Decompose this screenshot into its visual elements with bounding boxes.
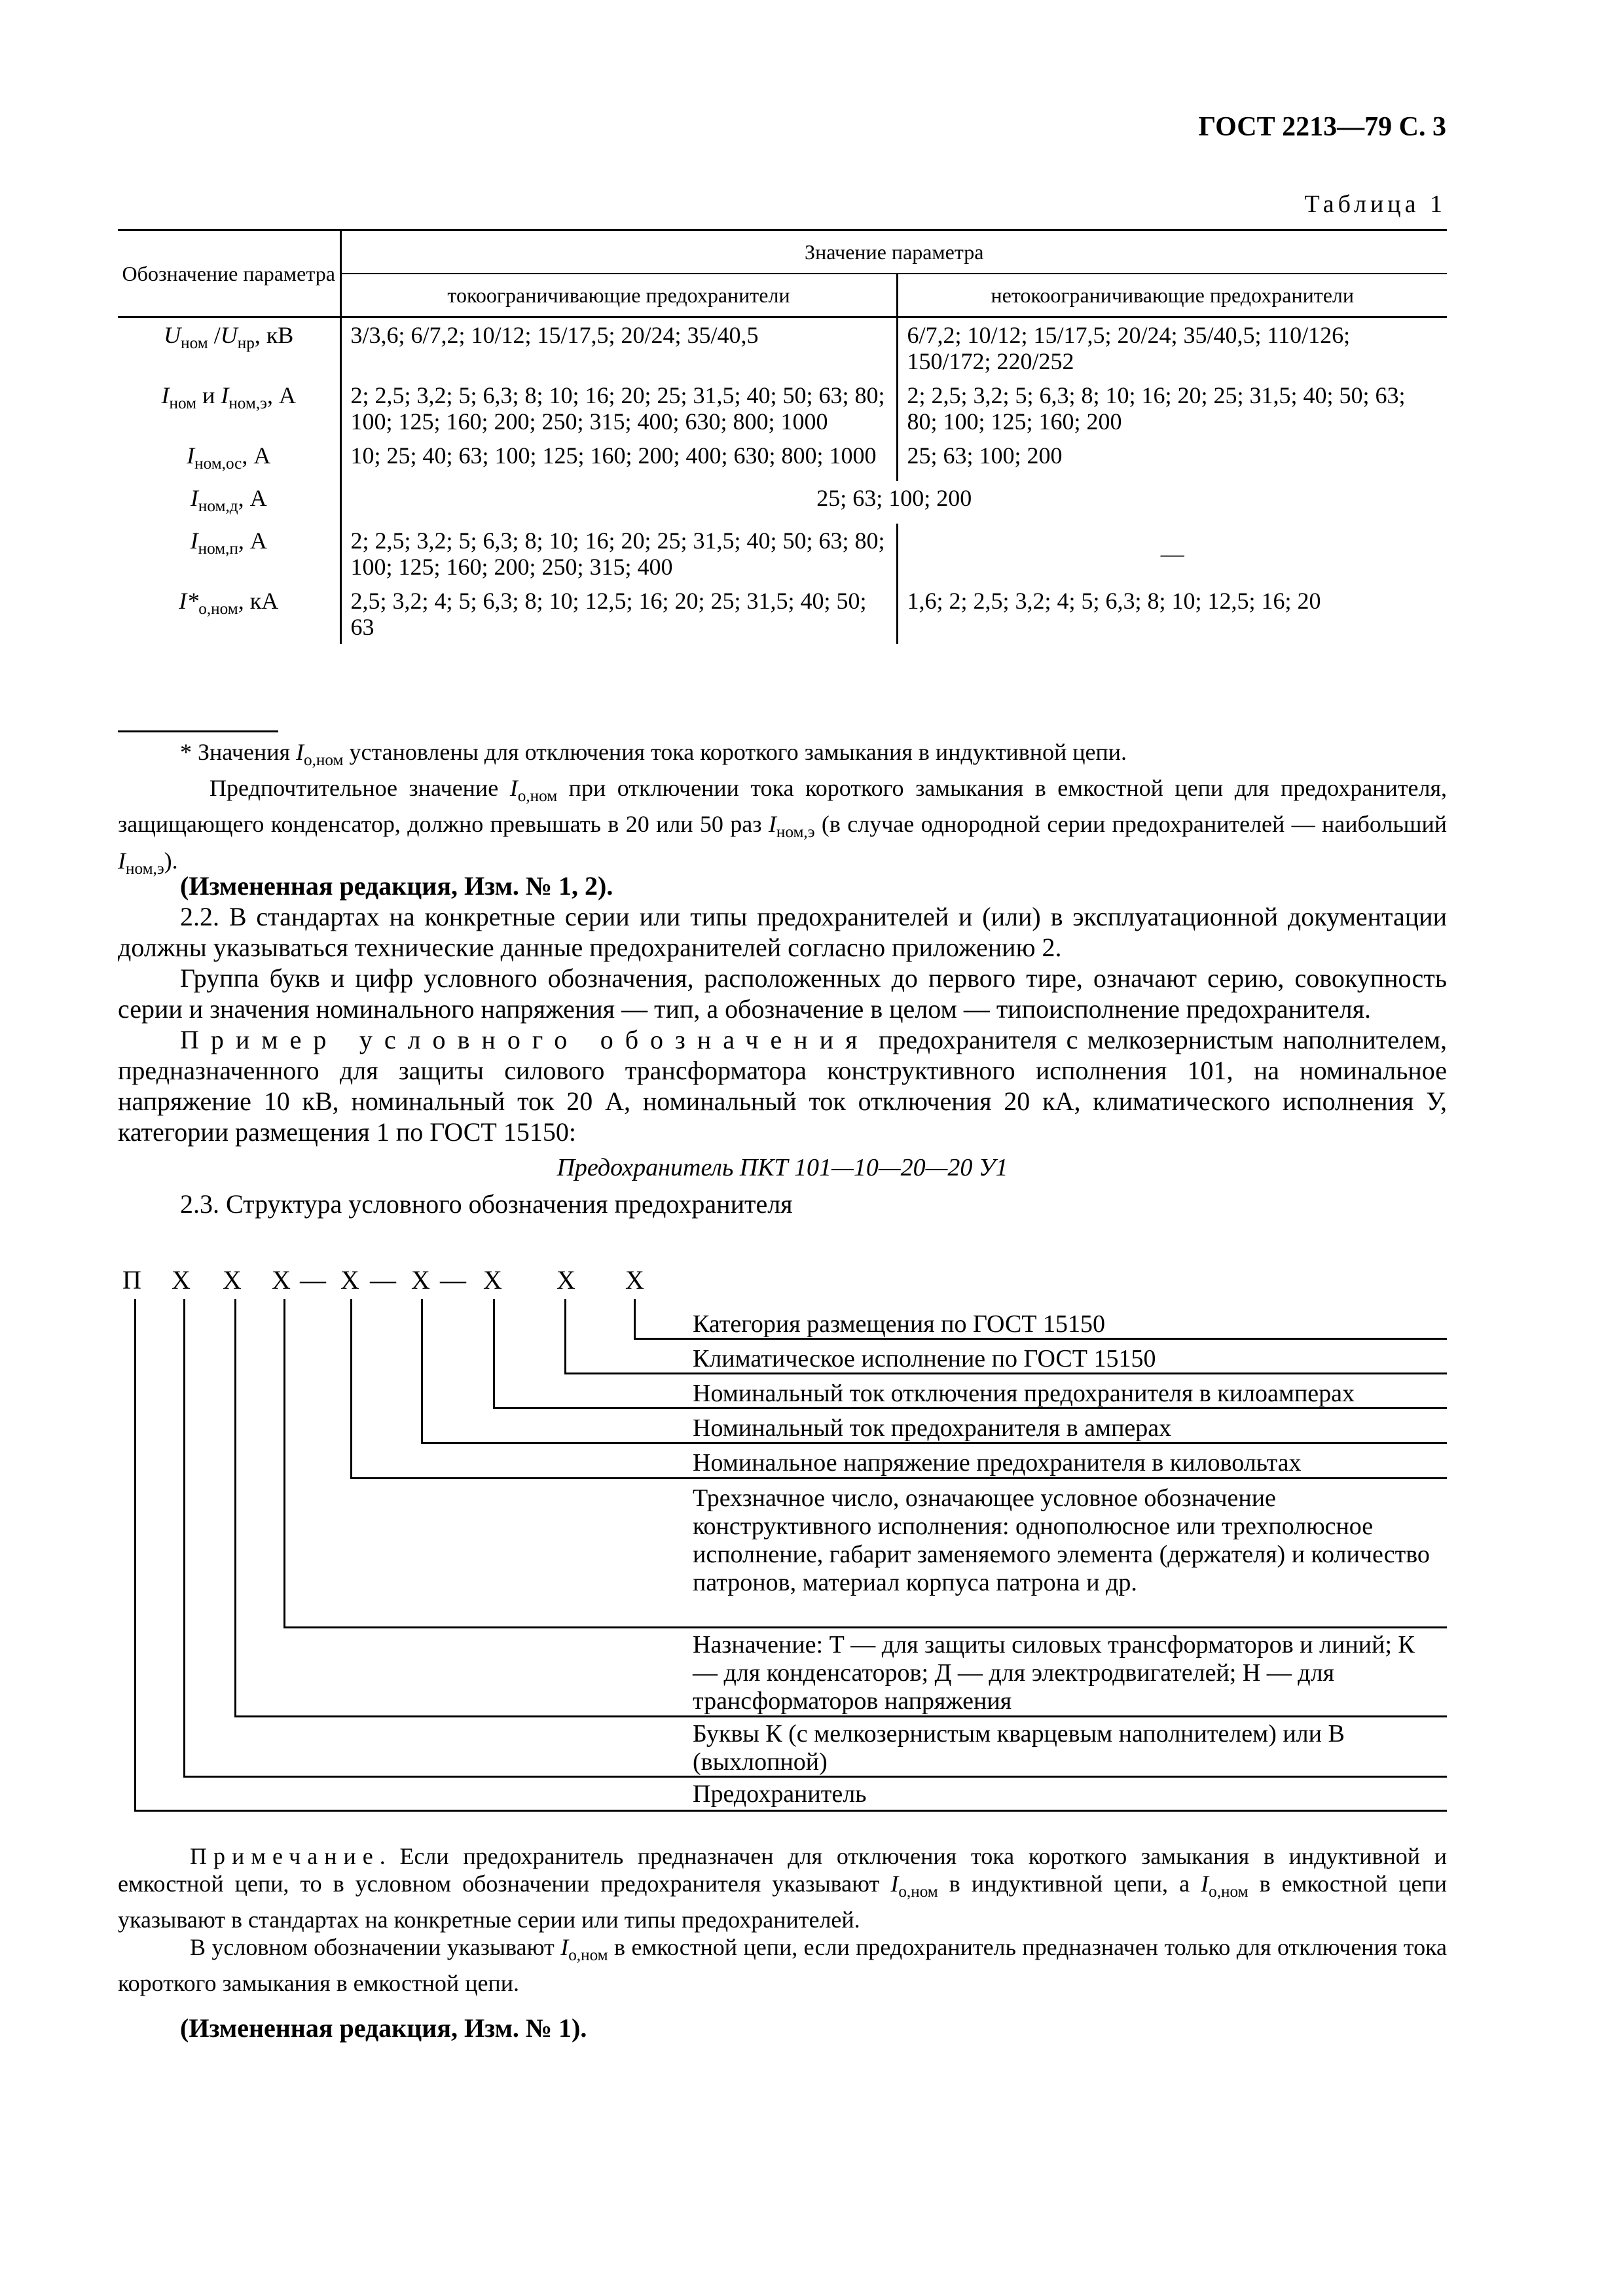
connector-line: [493, 1299, 495, 1407]
connector-line: [350, 1477, 1447, 1479]
nonlimiting-value: 1,6; 2; 2,5; 3,2; 4; 5; 6,3; 8; 10; 12,5; 16; 20: [907, 588, 1321, 615]
connector-line: [421, 1299, 423, 1442]
nonlimiting-value: 6/7,2; 10/12; 15/17,5; 20/24; 35/40,5; 110/126; 150/172; 220/252: [907, 322, 1351, 374]
struct-letter: Х: [172, 1265, 191, 1295]
paragraph-2-3: 2.3. Структура условного обозначения предохранителя: [180, 1189, 793, 1219]
struct-desc-design: Трехзначное число, означающее условное обозначение конструктивного исполнения: однополюсное или трехполюсное исполнение, габарит заменяемого элемента (держателя) и количество патронов, материал корпуса патрона и др.: [693, 1484, 1430, 1596]
param-name: $I_{ном}$ и $I_{ном,э}$, А: [118, 378, 340, 439]
struct-letter: Х: [272, 1265, 291, 1295]
table-row: [118, 378, 1447, 439]
connector-line: [350, 1299, 352, 1477]
example-code: Предохранитель ПКТ 101—10—20—20 У1: [556, 1154, 1008, 1181]
param-name: $I_{ном,п}$, А: [118, 524, 340, 584]
limiting-value: 2; 2,5; 3,2; 5; 6,3; 8; 10; 16; 20; 25; 31,5; 40; 50; 63; 80; 100; 125; 160; 200; 250; 315; 400: [340, 524, 897, 584]
struct-letter: Х: [625, 1265, 644, 1295]
connector-line: [283, 1299, 285, 1626]
header-nonlimiting: нетокоограничивающие предохранители: [897, 274, 1447, 317]
paragraph-2-2: 2.2. В стандартах на конкретные серии или типы предохранителей и (или) в эксплуатационной документации должны указываться технические данные предохранителей согласно приложению 2.: [118, 902, 1447, 962]
struct-letter: Х: [411, 1265, 430, 1295]
body-text: [118, 870, 1447, 1219]
param-name: $I_{ном,д}$, А: [118, 481, 340, 524]
struct-letter: Х: [483, 1265, 502, 1295]
amendment-note-2: (Измененная редакция, Изм. № 1).: [180, 2013, 587, 2043]
struct-letter: П: [122, 1265, 141, 1295]
table-caption: Таблица 1: [1304, 190, 1446, 218]
footnote: [118, 738, 1447, 883]
struct-desc-rated-current: Номинальный ток предохранителя в амперах: [693, 1414, 1172, 1442]
nonlimiting-value: —: [1160, 541, 1184, 567]
note-paragraph-2: В условном обозначении указывают $I_{о,ном}$ в емкостной цепи, если предохранитель предназначен только для отключения тока короткого замыкания в емкостной цепи.: [118, 1934, 1447, 1997]
struct-desc-breaking-current: Номинальный ток отключения предохранителя в килоамперах: [693, 1380, 1355, 1407]
limiting-value: 2,5; 3,2; 4; 5; 6,3; 8; 10; 12,5; 16; 20; 25; 31,5; 40; 50; 63: [340, 584, 897, 644]
connector-line: [634, 1299, 636, 1338]
struct-letter: Х: [223, 1265, 242, 1295]
struct-desc-category: Категория размещения по ГОСТ 15150: [693, 1310, 1106, 1338]
parameters-table: [118, 229, 1447, 644]
limiting-value: 3/3,6; 6/7,2; 10/12; 15/17,5; 20/24; 35/40,5: [340, 317, 897, 379]
connector-line: [234, 1715, 1447, 1717]
table-row: [118, 481, 1447, 524]
connector-line: [564, 1299, 566, 1372]
struct-dash: —: [300, 1265, 326, 1295]
param-name: $U_{ном}$ $/U_{нр}$, кВ: [118, 317, 340, 379]
connector-line: [134, 1810, 1447, 1812]
limiting-value: 2; 2,5; 3,2; 5; 6,3; 8; 10; 16; 20; 25; 31,5; 40; 50; 63; 80; 100; 125; 160; 200; 250; 315; 400; 630; 800; 1000: [340, 378, 897, 439]
table-row: [118, 317, 1447, 379]
struct-dash: —: [370, 1265, 396, 1295]
limiting-value: 10; 25; 40; 63; 100; 125; 160; 200; 400; 630; 800; 1000: [340, 439, 897, 481]
connector-line: [234, 1299, 236, 1715]
paragraph-group: Группа букв и цифр условного обозначения, расположенных до первого тире, означают серию, совокупность серии и значения номинального напряжения — тип, а обозначение в целом — типоисполнение предохранителя.: [118, 963, 1447, 1024]
struct-letter: Х: [556, 1265, 575, 1295]
header-limiting: токоограничивающие предохранители: [340, 274, 897, 317]
connector-line: [183, 1299, 185, 1776]
paragraph-example: Пример условного обозначения предохранителя с мелкозернистым наполнителем, предназначенного для защиты силового трансформатора конструктивного исполнения 101, на номинальное напряжение 10 кВ, номинальный ток 20 А, номинальный ток отключения 20 кА, климатического исполнения У, категории размещения 1 по ГОСТ 15150:: [118, 1025, 1448, 1147]
header-param: Обозначение параметра: [118, 230, 340, 317]
page-header: ГОСТ 2213—79 С. 3: [1198, 112, 1446, 142]
table-row: [118, 439, 1447, 481]
footnote-separator: [118, 730, 278, 732]
note-paragraph-1: Примечание. Если предохранитель предназначен для отключения тока короткого замыкания в индуктивной и емкостной цепи, то в условном обозначении предохранителя указывают $I_{о,ном}$ в индуктивной цепи, а $I_{о,ном}$ в емкостной цепи указывают в стандартах на конкретные серии или типы предохранителей.: [118, 1843, 1447, 1933]
header-value: Значение параметра: [340, 230, 1447, 274]
table-row: [118, 584, 1447, 644]
footnote-line-1: * Значения $I_{о,ном}$ установлены для отключения тока короткого замыкания в индуктивной цепи.: [180, 739, 1127, 770]
struct-desc-climate: Климатическое исполнение по ГОСТ 15150: [693, 1345, 1156, 1372]
connector-line: [283, 1626, 1447, 1628]
table-row: [118, 524, 1447, 584]
footnote-line-2: Предпочтительное значение $I_{о,ном}$ при отключении тока короткого замыкания в емкостной цепи для предохранителя, защищающего конденсатор, должно превышать в 20 или 50 раз $I_{ном,э}$ (в случае однородной серии предохранителей — наибольший $I_{ном,э}$).: [118, 775, 1448, 878]
struct-desc-fuse: Предохранитель: [693, 1780, 867, 1808]
struct-letter: Х: [340, 1265, 359, 1295]
struct-desc-letters: Буквы К (с мелкозернистым кварцевым наполнителем) или В (выхлопной): [693, 1720, 1345, 1776]
nonlimiting-value: 2; 2,5; 3,2; 5; 6,3; 8; 10; 16; 20; 25; 31,5; 40; 50; 63; 80; 100; 125; 160; 200: [907, 382, 1406, 435]
struct-desc-purpose: Назначение: Т — для защиты силовых трансформаторов и линий; К — для конденсаторов; Д — для электродвигателей; Н — для трансформаторов напряжения: [693, 1631, 1415, 1715]
note-block: [118, 1842, 1447, 1997]
nonlimiting-value: 25; 63; 100; 200: [907, 442, 1063, 469]
param-name: $I_{ном,ос}$, А: [118, 439, 340, 481]
connector-line: [134, 1299, 136, 1810]
amendment-note: (Измененная редакция, Изм. № 1, 2).: [180, 871, 613, 901]
merged-value: 25; 63; 100; 200: [816, 485, 972, 512]
param-name: $I*_{о,ном}$, кА: [118, 584, 340, 644]
struct-dash: —: [440, 1265, 466, 1295]
struct-desc-rated-voltage: Номинальное напряжение предохранителя в киловольтах: [693, 1449, 1302, 1477]
